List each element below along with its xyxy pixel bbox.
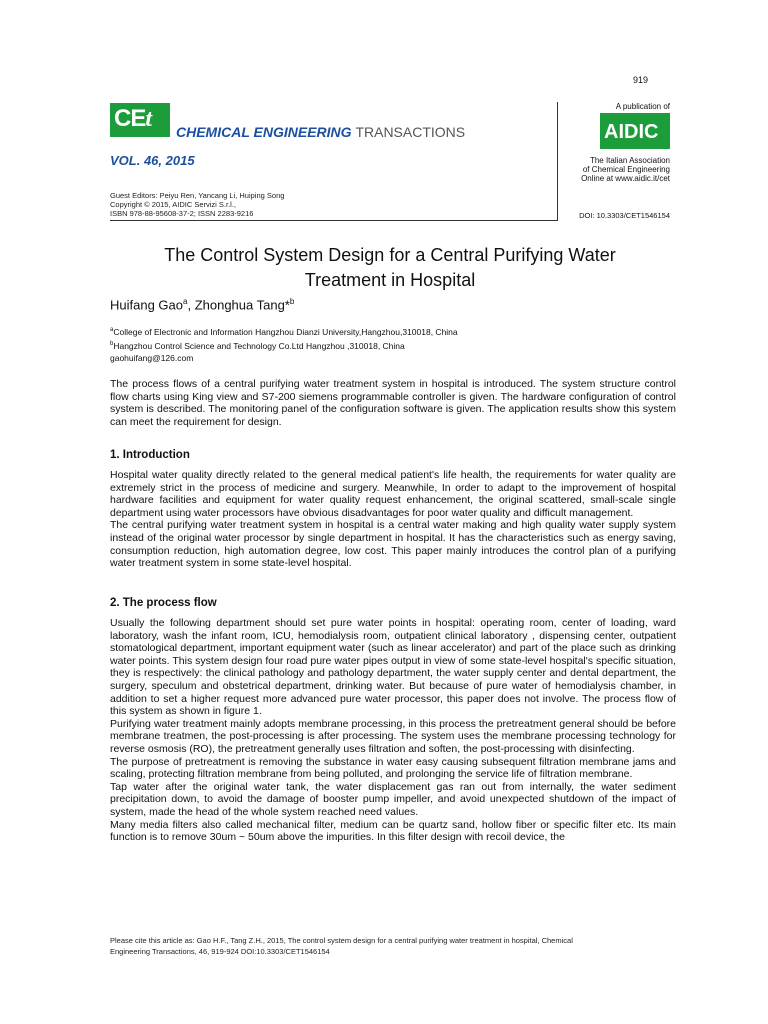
process-flow-body: Usually the following department should set pure water points in hospital: operating room, center of loading, ward laboratory, wash the infant room, ICU, hemodialysis room, outpatient clinical laboratory , dispensing center, outpatient stomatological department, important equipment water (such as linear accelerator) and part of the place such as drinking water points. This system design four road pure water pipes output in view of some state-level hospital's specific situation, they is respectively: the clinical pathology and pathology department, the water supply center and dental department, the surgery, speculum and obstetrical department, drinking water. But because of pure water of hemodialysis chamber, in addition to set a higher request more advanced pure water processor, this paper does not involve. The process flow of this system as shown in figure 1. Purifying water treatment mainly adopts membrane processing, in this process the pretreatment general should be before membrane treatmen, the post-processing is after processing. The system uses the membrane processing technology for reverse osmosis (RO), the pretreatment generally uses filtration and soften, the post-processing with disinfecting. The purpose of pretreatment is removing the substance in water easy causing subsequent filtration membrane jams and scaling, protecting filtration membrane from being polluted, and prolonging the service life of filtration membrane. Tap water after the original water tank, the water displacement gas ran out from internally, the water sediment precipitation down, to avoid the damage of booster pump impeller, and avoid unexpected shutdown of the impact of system, made the head of the whole system reached need values. Many media filters also called mechanical filter, medium can be quartz sand, hollow fiber or specific filter etc. Its main function is to remove 30um ~ 50um above the impurities. In this filter design with recoil device, the: [110, 617, 676, 844]
publication-of: A publication of: [615, 102, 670, 111]
author-email[interactable]: gaohuifang@126.com: [110, 352, 194, 363]
section-heading-introduction: 1. Introduction: [110, 449, 190, 461]
citation-footer: Please cite this article as: Gao H.F., Tang Z.H., 2015, The control system design for a central purifying water treatment in hospital, Chemical Engineering Transactions, 46, 919-924 DOI:10.3303/CET1546154: [110, 936, 573, 956]
section-heading-process-flow: 2. The process flow: [110, 597, 217, 609]
header-rule: [110, 220, 558, 221]
association-info: The Italian Association of Chemical Engineering Online at www.aidic.it/cet: [581, 156, 670, 183]
volume: VOL. 46, 2015: [110, 153, 195, 168]
doi: DOI: 10.3303/CET1546154: [579, 211, 670, 220]
paper-title: The Control System Design for a Central Purifying Water Treatment in Hospital: [164, 245, 616, 290]
page-number: 919: [632, 75, 648, 85]
abstract: The process flows of a central purifying water treatment system in hospital is introduced. The system structure control flow charts using King view and S7-200 siemens programmable controller is given. The hardware configuration of control system is described. The monitoring panel of the configuration software is given. The application results show this system can meet the requirement for design.: [110, 378, 676, 428]
edition-meta: Guest Editors: Peiyu Ren, Yancang Li, Huiping Song Copyright © 2015, AIDIC Servizi S.r.l., ISBN 978-88-95608-37-2; ISSN 2283-9216: [110, 191, 285, 218]
header-divider: [557, 102, 558, 220]
cet-logo: CEt: [110, 103, 170, 137]
aidic-logo: AIDIC: [600, 113, 670, 149]
authors: Huifang Gao$^a$, Zhonghua Tang*$^b$: [110, 297, 295, 313]
affiliations: $^a$College of Electronic and Information Hangzhou Dianzi University,Hangzhou,310018, China $^b$Hangzhou Control Science and Technology Co.Ltd Hangzhou ,310018, China gaohuifang@126.com: [110, 326, 458, 363]
journal-name: CHEMICAL ENGINEERING TRANSACTIONS: [176, 124, 466, 140]
introduction-body: Hospital water quality directly related to the general medical patient's life health, the requirements for water quality are extremely strict in the process of medicine and surgery. Meanwhile, In order to adapt to the improvement of hospital hardware facilities and equipment for water quality request enhancement, the original scattered, small-scale single department using water processors have obvious disadvantages for poor water quality and difficult management. The central purifying water treatment system in hospital is a central water making and high quality water supply system instead of the original water processor by single department in hospital. It has the characteristics such as energy saving, consumption reduction, high automation degree, low cost. This paper mainly introduces the control plan of a purifying water treatment system in some state-level hospital.: [110, 469, 676, 570]
